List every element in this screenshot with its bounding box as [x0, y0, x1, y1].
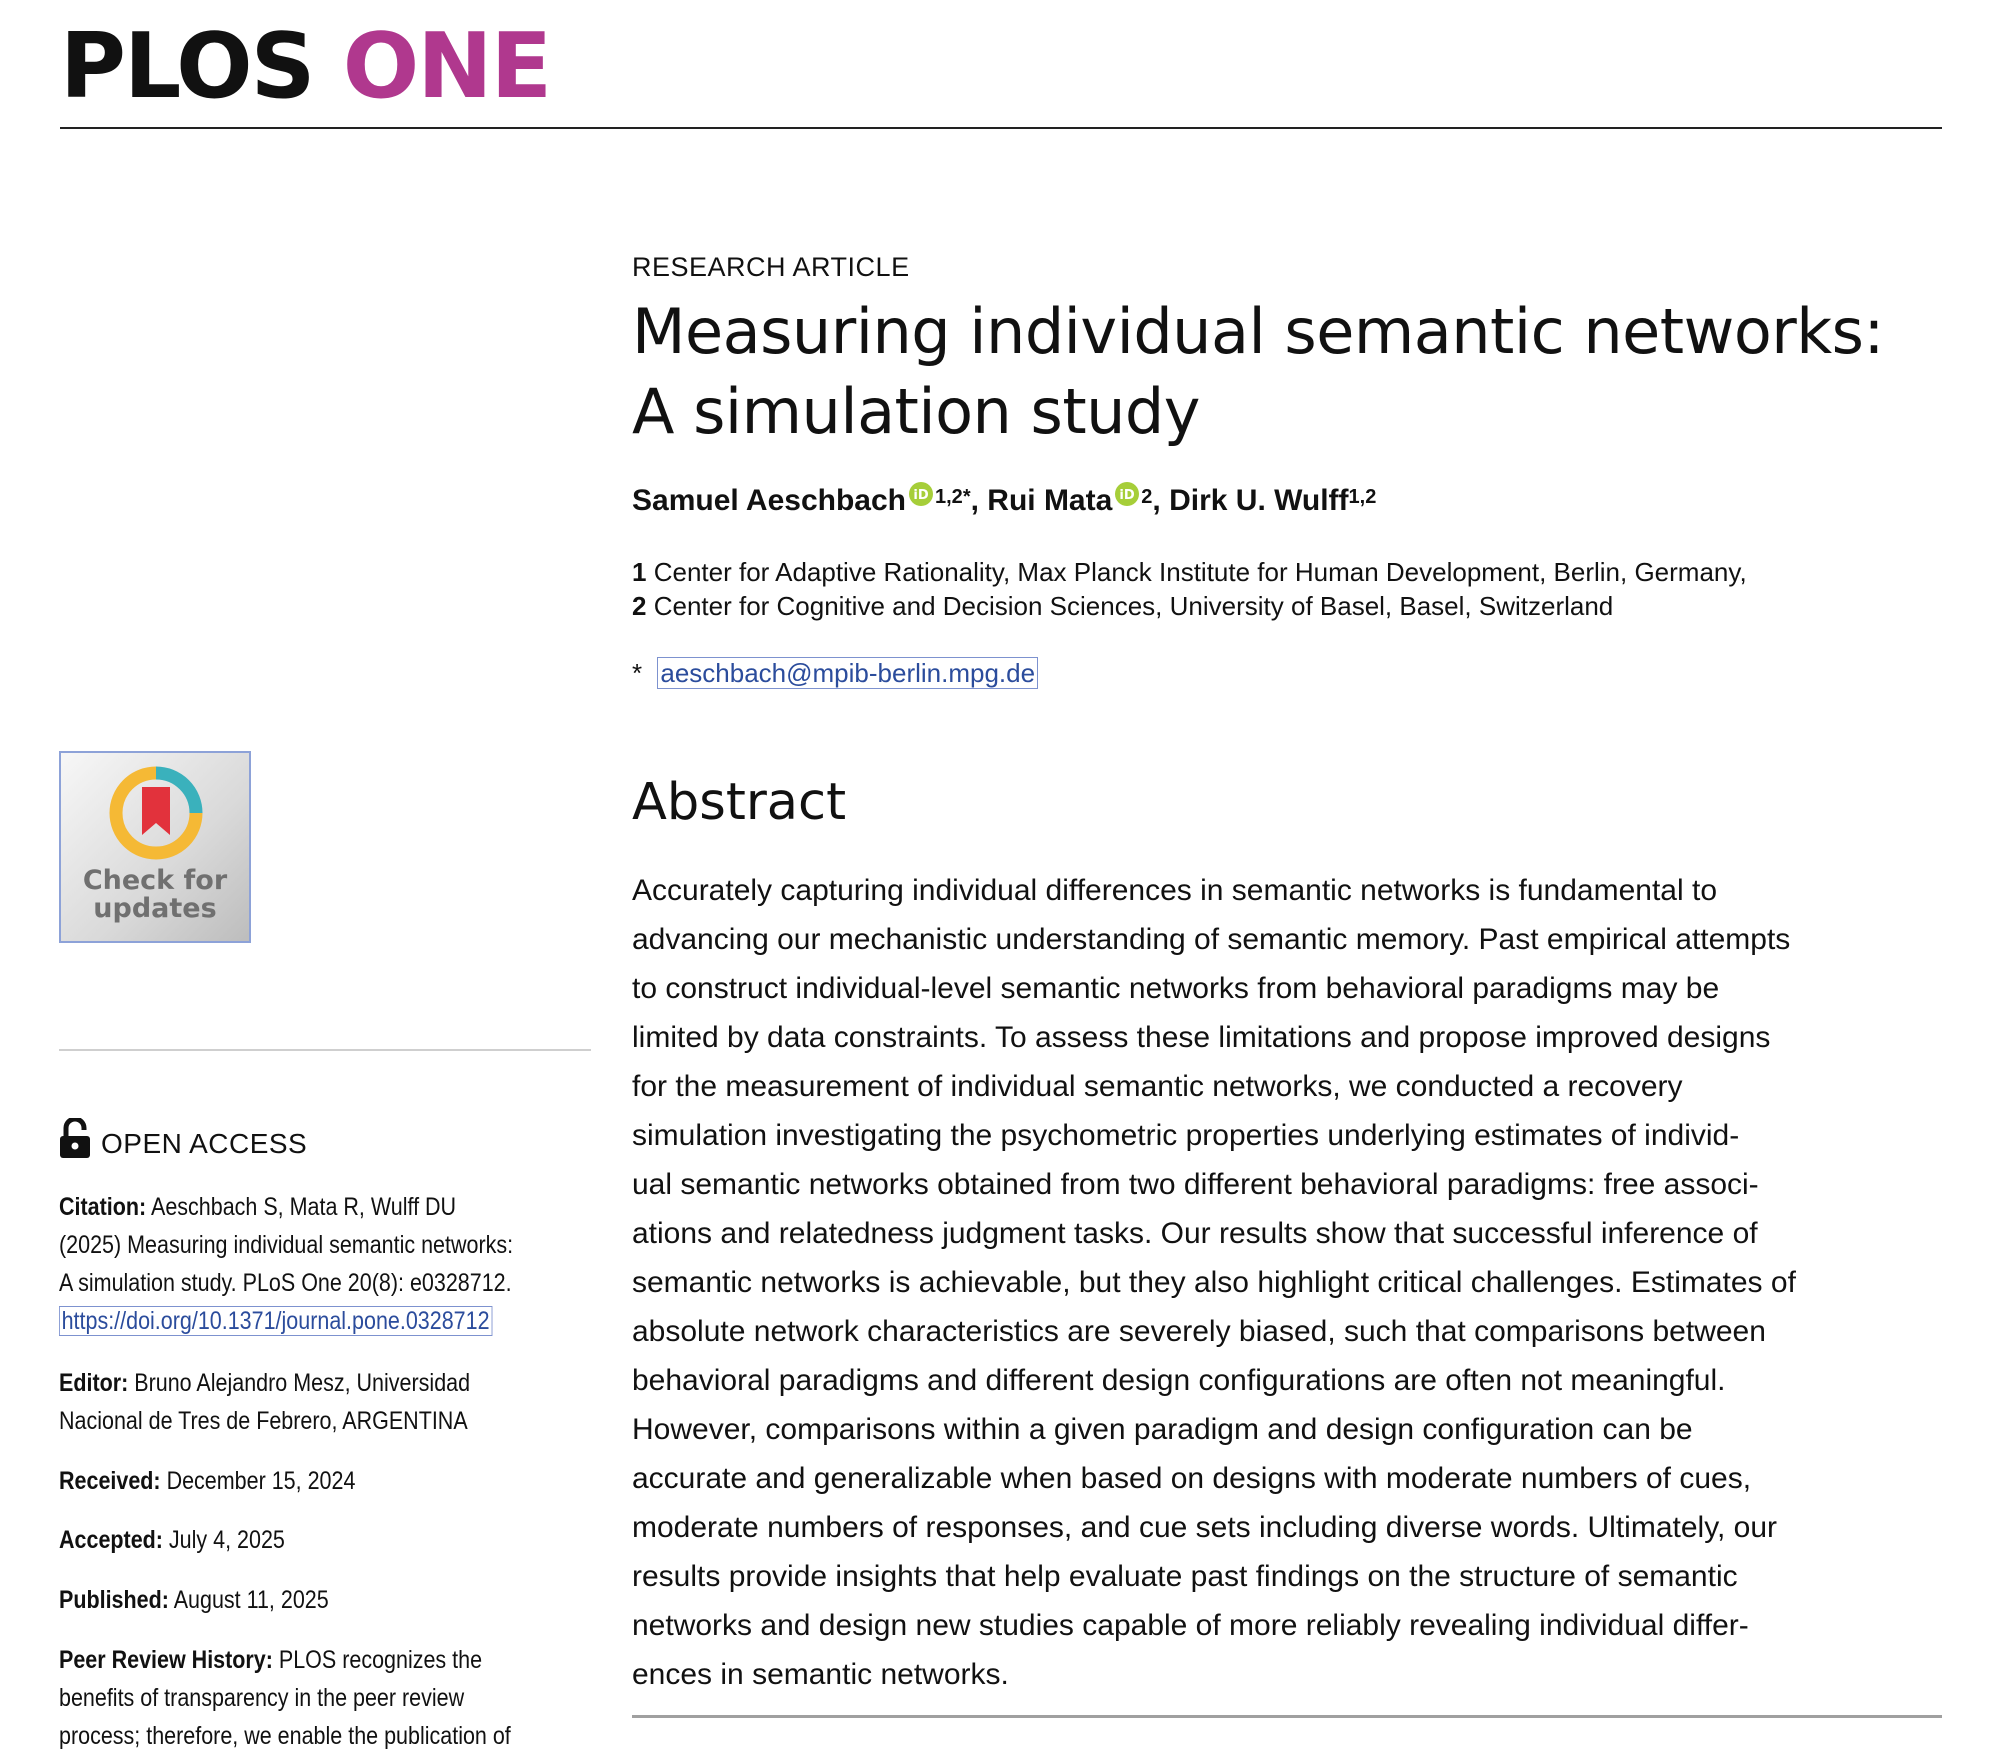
abstract-bottom-divider: [632, 1715, 1942, 1718]
abstract-line: for the measurement of individual semantic networks, we conducted a recovery: [632, 1070, 1683, 1103]
abstract-body: [632, 866, 1962, 1699]
open-access-label: OPEN ACCESS: [101, 1128, 308, 1159]
abstract-line: limited by data constraints. To assess these limitations and propose improved designs: [632, 1021, 1771, 1054]
correspondence: [632, 658, 1038, 689]
affiliation-number: 2: [632, 591, 647, 621]
affiliation-2: [632, 589, 1613, 623]
author-separator: ,: [970, 484, 988, 517]
abstract-line: ations and relatedness judgment tasks. Our results show that successful inference of: [632, 1217, 1758, 1250]
affiliation-number: 1: [632, 557, 647, 587]
abstract-line: accurate and generalizable when based on designs with moderate numbers of cues,: [632, 1462, 1752, 1495]
abstract-line: Accurately capturing individual differences in semantic networks is fundamental to: [632, 874, 1718, 907]
accepted-label: Accepted:: [59, 1526, 163, 1554]
title-line-2: A simulation study: [632, 375, 1200, 448]
accepted-value: July 4, 2025: [168, 1526, 285, 1554]
author-affiliation-sup: 2: [1141, 485, 1153, 508]
author-name[interactable]: Dirk U. Wulff: [1169, 484, 1349, 517]
affiliation-text: Center for Adaptive Rationality, Max Planck Institute for Human Development, Berlin, Germany,: [653, 557, 1747, 587]
correspondence-marker: *: [632, 658, 643, 688]
abstract-line: moderate numbers of responses, and cue sets including diverse words. Ultimately, our: [632, 1511, 1777, 1544]
abstract-line: ual semantic networks obtained from two different behavioral paradigms: free associ-: [632, 1168, 1759, 1201]
crossmark-icon: [106, 763, 206, 863]
editor-label: Editor:: [59, 1369, 129, 1397]
journal-logo[interactable]: [60, 14, 551, 119]
title-line-1: Measuring individual semantic networks:: [632, 295, 1884, 368]
peer-review-history: [59, 1641, 523, 1755]
received-value: December 15, 2024: [166, 1467, 356, 1495]
orcid-icon[interactable]: [1115, 480, 1139, 514]
author-list: [632, 484, 1376, 518]
orcid-icon[interactable]: [909, 480, 933, 514]
abstract-line: advancing our mechanistic understanding of semantic memory. Past empirical attempts: [632, 923, 1791, 956]
citation-text: A simulation study. PLoS One 20(8): e0328712.: [59, 1269, 512, 1297]
abstract-line: semantic networks is achievable, but they also highlight critical challenges. Estimates of: [632, 1266, 1796, 1299]
published-label: Published:: [59, 1586, 169, 1614]
peer-review-label: Peer Review History:: [59, 1646, 273, 1674]
published-date: [59, 1581, 523, 1619]
affiliation-1: [632, 555, 1747, 589]
corresponding-marker: *: [962, 485, 971, 508]
svg-text:iD: iD: [913, 488, 929, 503]
peer-review-text: process; therefore, we enable the publication of: [59, 1722, 511, 1750]
abstract-line: to construct individual-level semantic networks from behavioral paradigms may be: [632, 972, 1720, 1005]
svg-text:iD: iD: [1119, 488, 1135, 503]
journal-name-plos: PLOS: [60, 14, 314, 119]
citation-label: Citation:: [59, 1193, 147, 1221]
abstract-line: absolute network characteristics are severely biased, such that comparisons between: [632, 1315, 1766, 1348]
email-link[interactable]: aeschbach@mpib-berlin.mpg.de: [657, 657, 1038, 689]
abstract-line: However, comparisons within a given paradigm and design configuration can be: [632, 1413, 1693, 1446]
left-column-divider: [59, 1049, 591, 1051]
article-title: [632, 292, 1972, 452]
doi-link[interactable]: https://doi.org/10.1371/journal.pone.0328712: [59, 1306, 492, 1336]
received-date: [59, 1462, 523, 1500]
author-name[interactable]: Rui Mata: [987, 484, 1113, 517]
citation-text: (2025) Measuring individual semantic networks:: [59, 1231, 514, 1259]
editor-text: Bruno Alejandro Mesz, Universidad: [134, 1369, 471, 1397]
citation: [59, 1188, 523, 1340]
check-for-updates-badge[interactable]: [59, 751, 251, 943]
abstract-line: simulation investigating the psychometric properties underlying estimates of individ-: [632, 1119, 1740, 1152]
peer-review-text: benefits of transparency in the peer review: [59, 1684, 465, 1712]
editor: [59, 1364, 523, 1440]
peer-review-text: PLOS recognizes the: [278, 1646, 483, 1674]
abstract-line: ences in semantic networks.: [632, 1658, 1009, 1691]
editor-text: Nacional de Tres de Febrero, ARGENTINA: [59, 1407, 468, 1435]
journal-name-one: ONE: [342, 14, 551, 119]
check-for-updates-label: Check for updates: [82, 865, 228, 924]
citation-text: Aeschbach S, Mata R, Wulff DU: [150, 1193, 457, 1221]
unlocked-padlock-icon: [59, 1118, 91, 1158]
author-separator: ,: [1152, 484, 1170, 517]
abstract-line: results provide insights that help evaluate past findings on the structure of semantic: [632, 1560, 1738, 1593]
abstract-heading: Abstract: [632, 773, 847, 832]
accepted-date: [59, 1521, 523, 1559]
article-type: RESEARCH ARTICLE: [632, 252, 910, 282]
open-access: [59, 1114, 307, 1158]
received-label: Received:: [59, 1467, 161, 1495]
author-name[interactable]: Samuel Aeschbach: [632, 484, 906, 517]
header-divider: [60, 127, 1942, 129]
abstract-line: networks and design new studies capable of more reliably revealing individual differ-: [632, 1609, 1749, 1642]
abstract-line: behavioral paradigms and different design configurations are often not meaningful.: [632, 1364, 1726, 1397]
affiliation-text: Center for Cognitive and Decision Sciences, University of Basel, Basel, Switzerland: [653, 591, 1614, 621]
author-affiliation-sup: 1,2: [935, 485, 963, 508]
published-value: August 11, 2025: [173, 1586, 329, 1614]
author-affiliation-sup: 1,2: [1348, 485, 1377, 508]
